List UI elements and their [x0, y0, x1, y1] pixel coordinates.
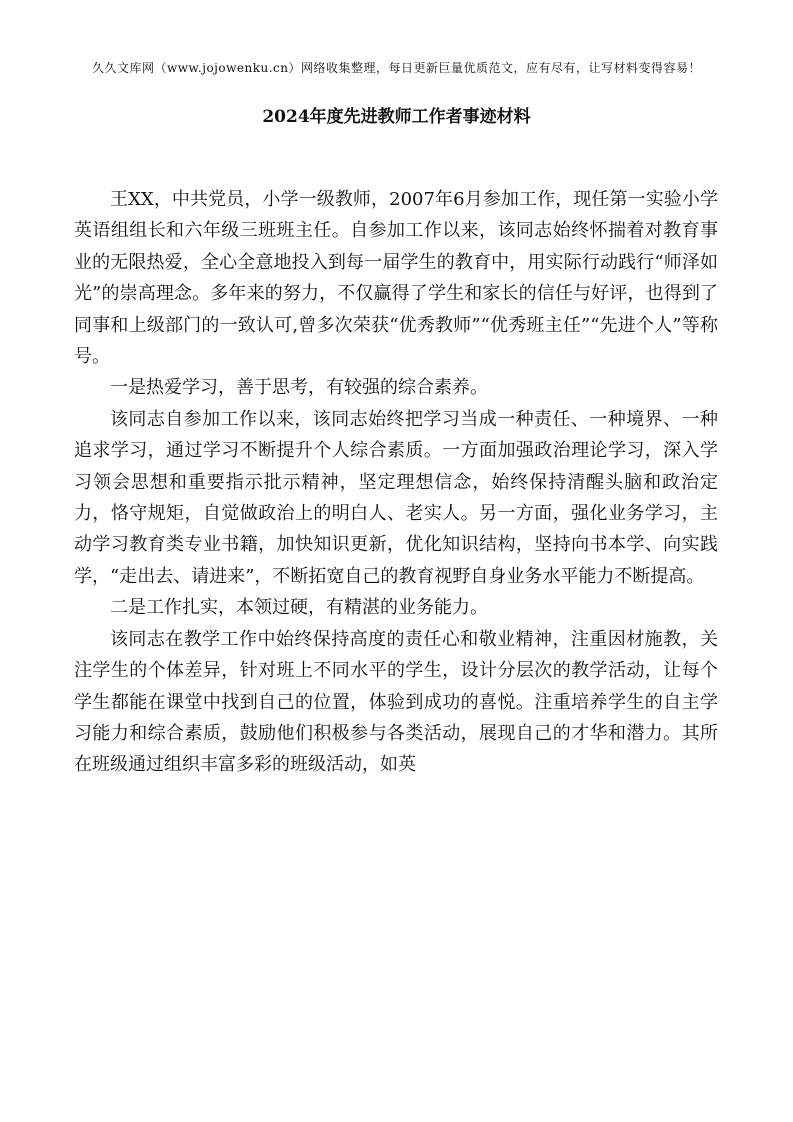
paragraph-intro: 王XX，中共党员，小学一级教师，2007年6月参加工作，现任第一实验小学英语组组长和六年级三班班主任。自参加工作以来，该同志始终怀揣着对教育事业的无限热爱，全心全意地投入到每一届学生的教育中，用实际行动践行“师泽如光”的崇高理念。多年来的努力，不仅赢得了学生和家长的信任与好评，也得到了同事和上级部门的一致认可,曾多次荣获“优秀教师”“优秀班主任”“先进个人”等称号。 [74, 189, 718, 368]
paragraph-work: 该同志在教学工作中始终保持高度的责任心和敬业精神，注重因材施教，关注学生的个体差异，针对班上不同水平的学生，设计分层次的教学活动，让每个学生都能在课堂中找到自己的位置，体验到成功的喜悦。注重培养学生的自主学习能力和综合素质，鼓励他们积极参与各类活动，展现自己的才华和潜力。其所在班级通过组织丰富多彩的班级活动，如英 [74, 628, 718, 776]
paragraph-heading-1: 一是热爱学习，善于思考，有较强的综合素养。 [110, 377, 488, 399]
paragraph-study: 该同志自参加工作以来，该同志始终把学习当成一种责任、一种境界、一种追求学习，通过学习不断提升个人综合素质。一方面加强政治理论学习，深入学习领会思想和重要指示批示精神，坚定理想信念，始终保持清醒头脑和政治定力，恪守规矩，自觉做政治上的明白人、老实人。另一方面，强化业务学习，主动学习教育类专业书籍，加快知识更新，优化知识结构，坚持向书本学、向实践学，“走出去、请进来”，不断拓宽自己的教育视野自身业务水平能力不断提高。 [74, 408, 718, 587]
document-title: 2024年度先进教师工作者事迹材料 [262, 107, 531, 127]
paragraph-heading-2: 二是工作扎实，本领过硬，有精湛的业务能力。 [110, 597, 488, 619]
document-body [74, 184, 718, 781]
header-note: 久久文库网（www.jojowenku.cn）网络收集整理，每日更新巨量优质范文，应有尽有，让写材料变得容易！ [92, 61, 701, 75]
